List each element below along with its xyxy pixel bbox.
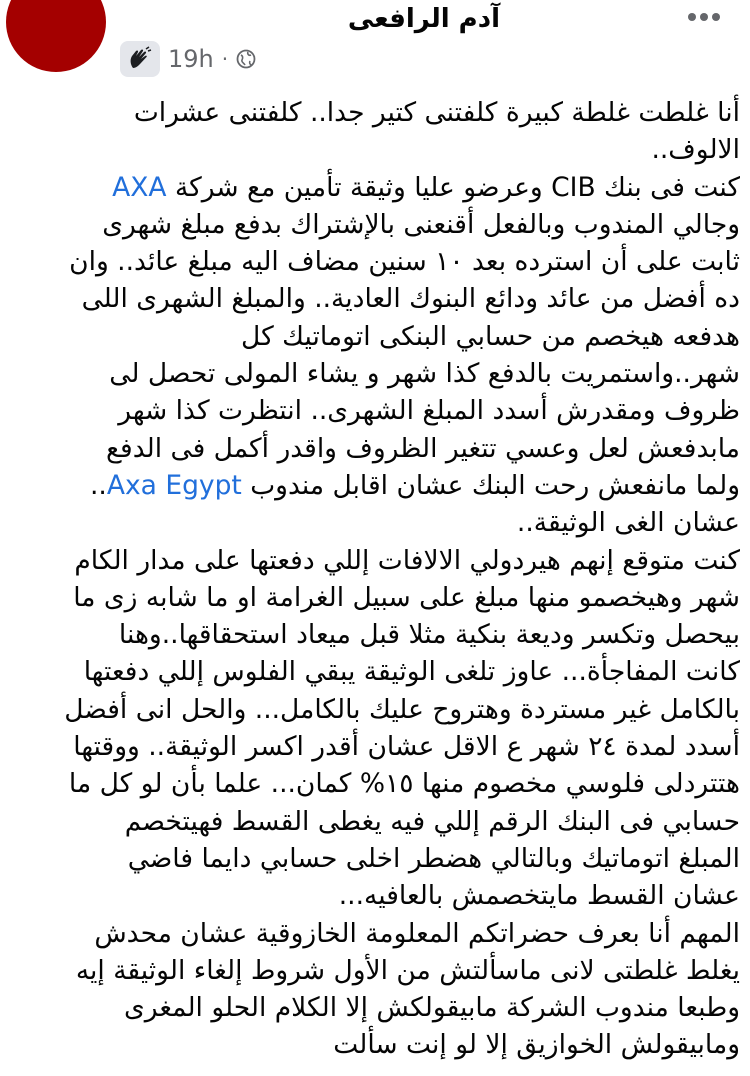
axa-link[interactable]: AXA xyxy=(112,171,167,203)
post-meta xyxy=(120,40,256,78)
paragraph-3: كنت متوقع إنهم هيردولي الالافات إللي دفعتها على مدار الكام شهر وهيخصمو منها مبلغ على سبيل الغرامة او ما شابه زى ما بيحصل وتكسر وديعة بنكية مثلا قبل ميعاد استحقاقها..وهنا كانت المفاجأة... عاوز تلغى الوثيقة يبقي الفلوس إللي دفعتها بالكامل غير مستردة وهتروح عليك بالكامل... والحل انى أفضل أسدد لمدة ٢٤ شهر ع الاقل عشان أقدر اكسر الوثيقة.. ووقتها هتتردلى فلوسي مخصوم منها ١٥% كمان... علما بأن لو كل ما حسابي فى البنك الرقم إللي فيه يغطى القسط فهيتخصم المبلغ اتوماتيك وبالتالي هضطر اخلى حسابي دايما فاضي عشان القسط مايتخصمش بالعافيه... xyxy=(64,544,740,912)
more-options-icon[interactable] xyxy=(688,6,724,25)
post-body xyxy=(64,94,740,1064)
separator-dot: · xyxy=(221,47,229,71)
axa-egypt-link[interactable]: Axa Egypt xyxy=(106,469,242,501)
paragraph-2: كنت فى بنك CIB وعرضو عليا وثيقة تأمين مع شركة AXA وجالي المندوب وبالفعل أقنعنى بالإشتراك بدفع مبلغ شهرى ثابت على أن استرده بعد ١٠ سنين مضاف اليه مبلغ عائد.. وان ده أفضل من عائد ودائع البنوك العادية.. والمبلغ الشهرى اللى هدفعه هيخصم من حسابي البنكى اتوماتيك كل شهر..واستمريت بالدفع كذا شهر و يشاء المولى تحصل لى ظروف ومقدرش أسدد المبلغ الشهرى.. انتظرت كذا شهر مابدفعش لعل وعسي تتغير الظروف واقدر أكمل فى الدفع ولما مانفعش رحت البنك عشان اقابل مندوب Axa Egypt.. عشان الغى الوثيقة.. xyxy=(69,171,740,539)
avatar[interactable] xyxy=(6,0,106,72)
post-time[interactable]: 19h xyxy=(168,45,214,73)
paragraph-4: المهم أنا بعرف حضراتكم المعلومة الخازوقية عشان محدش يغلط غلطتى لانى ماسألتش من الأول شروط إلغاء الوثيقة إيه وطبعا مندوب الشركة مابيقولكش إلا الكلام الحلو المغرى ومابيقولش الخوازيق إلا لو إنت سألت xyxy=(75,917,740,1061)
hand-wave-icon[interactable] xyxy=(120,41,160,77)
globe-icon[interactable] xyxy=(236,49,256,69)
paragraph-1: أنا غلطت غلطة كبيرة كلفتنى كتير جدا.. كلفتنى عشرات الالوف.. xyxy=(133,97,740,166)
author-name[interactable]: آدم الرافعى xyxy=(347,4,500,34)
post-header xyxy=(0,0,750,92)
